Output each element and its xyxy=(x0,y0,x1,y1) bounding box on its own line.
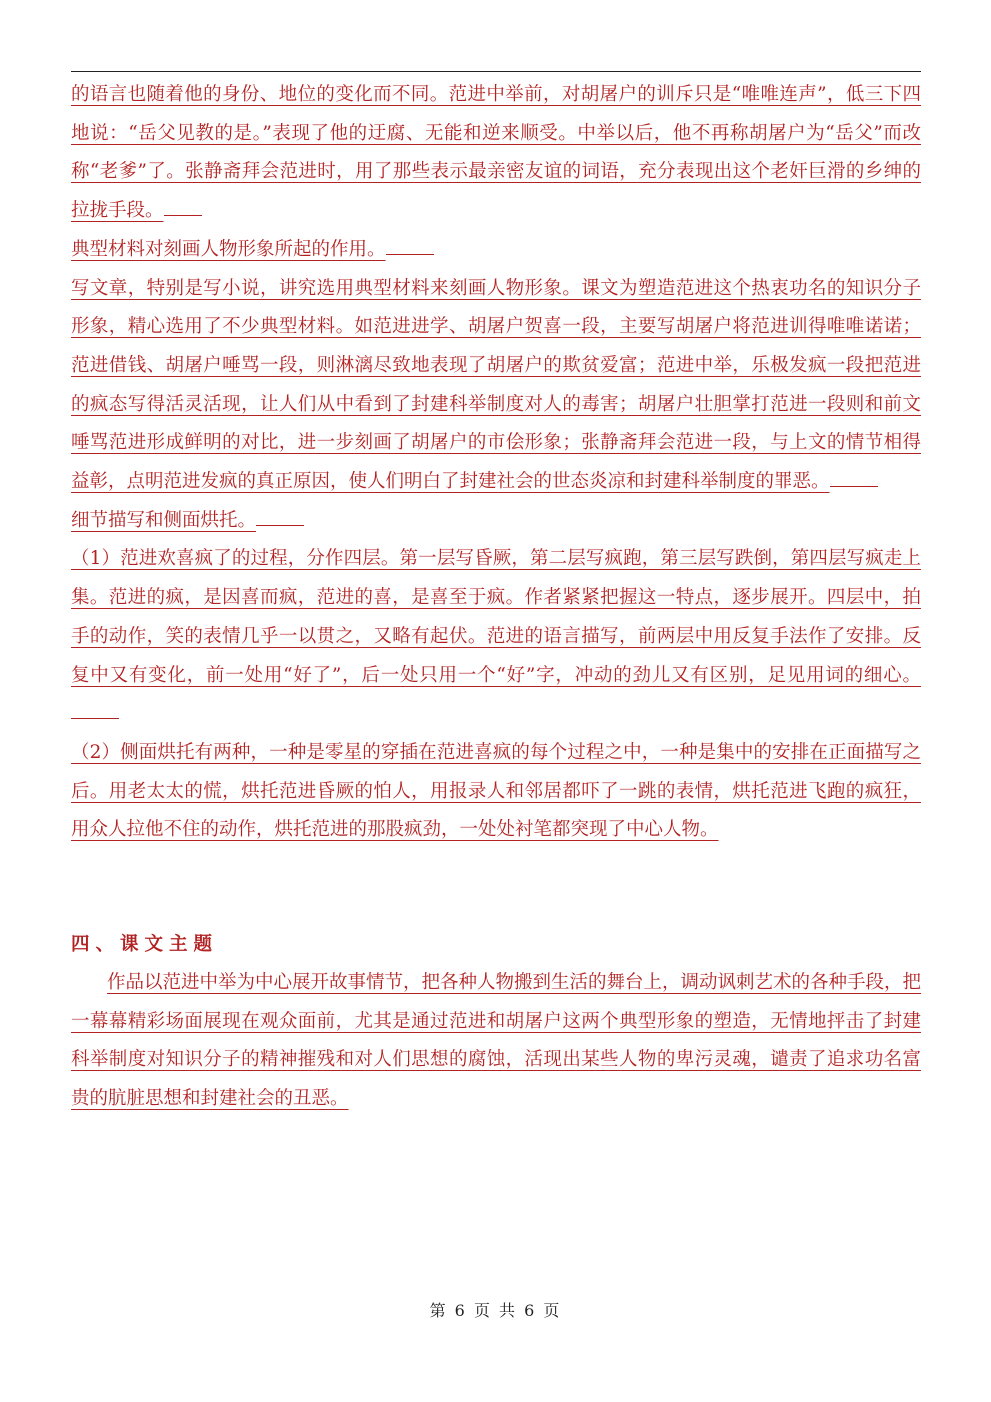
paragraph-text: 写文章，特别是写小说，讲究选用典型材料来刻画人物形象。课文为塑造范进这个热衷功名的知识分子形象，精心选用了不少典型材料。如范进进学、胡屠户贺喜一段，主要写胡屠户将范进训得唯唯诺诺；范进借钱、胡屠户唾骂一段，则淋漓尽致地表现了胡屠户的欺贫爱富；范进中举，乐极发疯一段把范进的疯态写得活灵活现，让人们从中看到了封建科举制度对人的毒害；胡屠户壮胆掌打范进一段则和前文唾骂范进形成鲜明的对比，进一步刻画了胡屠户的市侩形象；张静斋拜会范进一段，与上文的情节相得益彰，点明范进发疯的真正原因，使人们明白了封建社会的世态炎凉和封建科举制度的罪恶。 xyxy=(71,277,921,493)
underline-tail xyxy=(164,197,202,217)
paragraph-typical-material xyxy=(71,270,921,502)
underline-tail xyxy=(71,700,119,720)
section-heading: 四、课文主题 xyxy=(71,934,219,955)
underline-tail xyxy=(256,506,304,526)
subheading-detail-description xyxy=(71,502,921,541)
section-body-text: 作品以范进中举为中心展开故事情节，把各种人物搬到生活的舞台上，调动讽刺艺术的各种手段，把一幕幕精彩场面展现在观众面前，尤其是通过范进和胡屠户这两个典型形象的塑造，无情地抨击了封建科举制度对知识分子的精神摧残和对人们思想的腐蚀，活现出某些人物的卑污灵魂，谴责了追求功名富贵的肮脏思想和封建社会的丑恶。 xyxy=(71,972,922,1110)
paragraph-language-change xyxy=(71,76,921,231)
underline-tail xyxy=(386,235,434,255)
document-body xyxy=(71,76,921,850)
underline-tail xyxy=(830,468,878,488)
top-rule xyxy=(71,71,921,72)
section-body xyxy=(71,964,921,1119)
paragraph-text: （1）范进欢喜疯了的过程，分作四层。第一层写昏厥，第二层写疯跑，第三层写跌倒，第四层写疯走上集。范进的疯，是因喜而疯，范进的喜，是喜至于疯。作者紧紧把握这一特点，逐步展开。四层中，拍手的动作，笑的表情几乎一以贯之，又略有起伏。范进的语言描写，前两层中用反复手法作了安排。反复中又有变化，前一处用“好了”，后一处只用一个“好”字，冲动的劲儿又有区别，足见用词的细心。 xyxy=(71,548,921,686)
subheading-text: 典型材料对刻画人物形象所起的作用。 xyxy=(71,238,386,260)
subheading-typical-material xyxy=(71,231,921,270)
subheading-text: 细节描写和侧面烘托。 xyxy=(71,509,257,531)
paragraph-point-1 xyxy=(71,540,921,734)
paragraph-text: 的语言也随着他的身份、地位的变化而不同。范进中举前，对胡屠户的训斥只是“唯唯连声”，低三下四地说：“岳父见教的是。”表现了他的迂腐、无能和逆来顺受。中举以后，他不再称胡屠户为“岳父”而改称“老爹”了。张静斋拜会范进时，用了那些表示最亲密友谊的词语，充分表现出这个老奸巨滑的乡绅的拉拢手段。 xyxy=(71,84,921,222)
paragraph-text: （2）侧面烘托有两种，一种是零星的穿插在范进喜疯的每个过程之中，一种是集中的安排在正面描写之后。用老太太的慌，烘托范进昏厥的怕人，用报录人和邻居都吓了一跳的表情，烘托范进飞跑的疯狂，用众人拉他不住的动作，烘托范进的那股疯劲，一处处衬笔都突现了中心人物。 xyxy=(71,741,921,841)
page-number: 第 6 页 共 6 页 xyxy=(429,1301,562,1320)
paragraph-point-2 xyxy=(71,734,921,850)
